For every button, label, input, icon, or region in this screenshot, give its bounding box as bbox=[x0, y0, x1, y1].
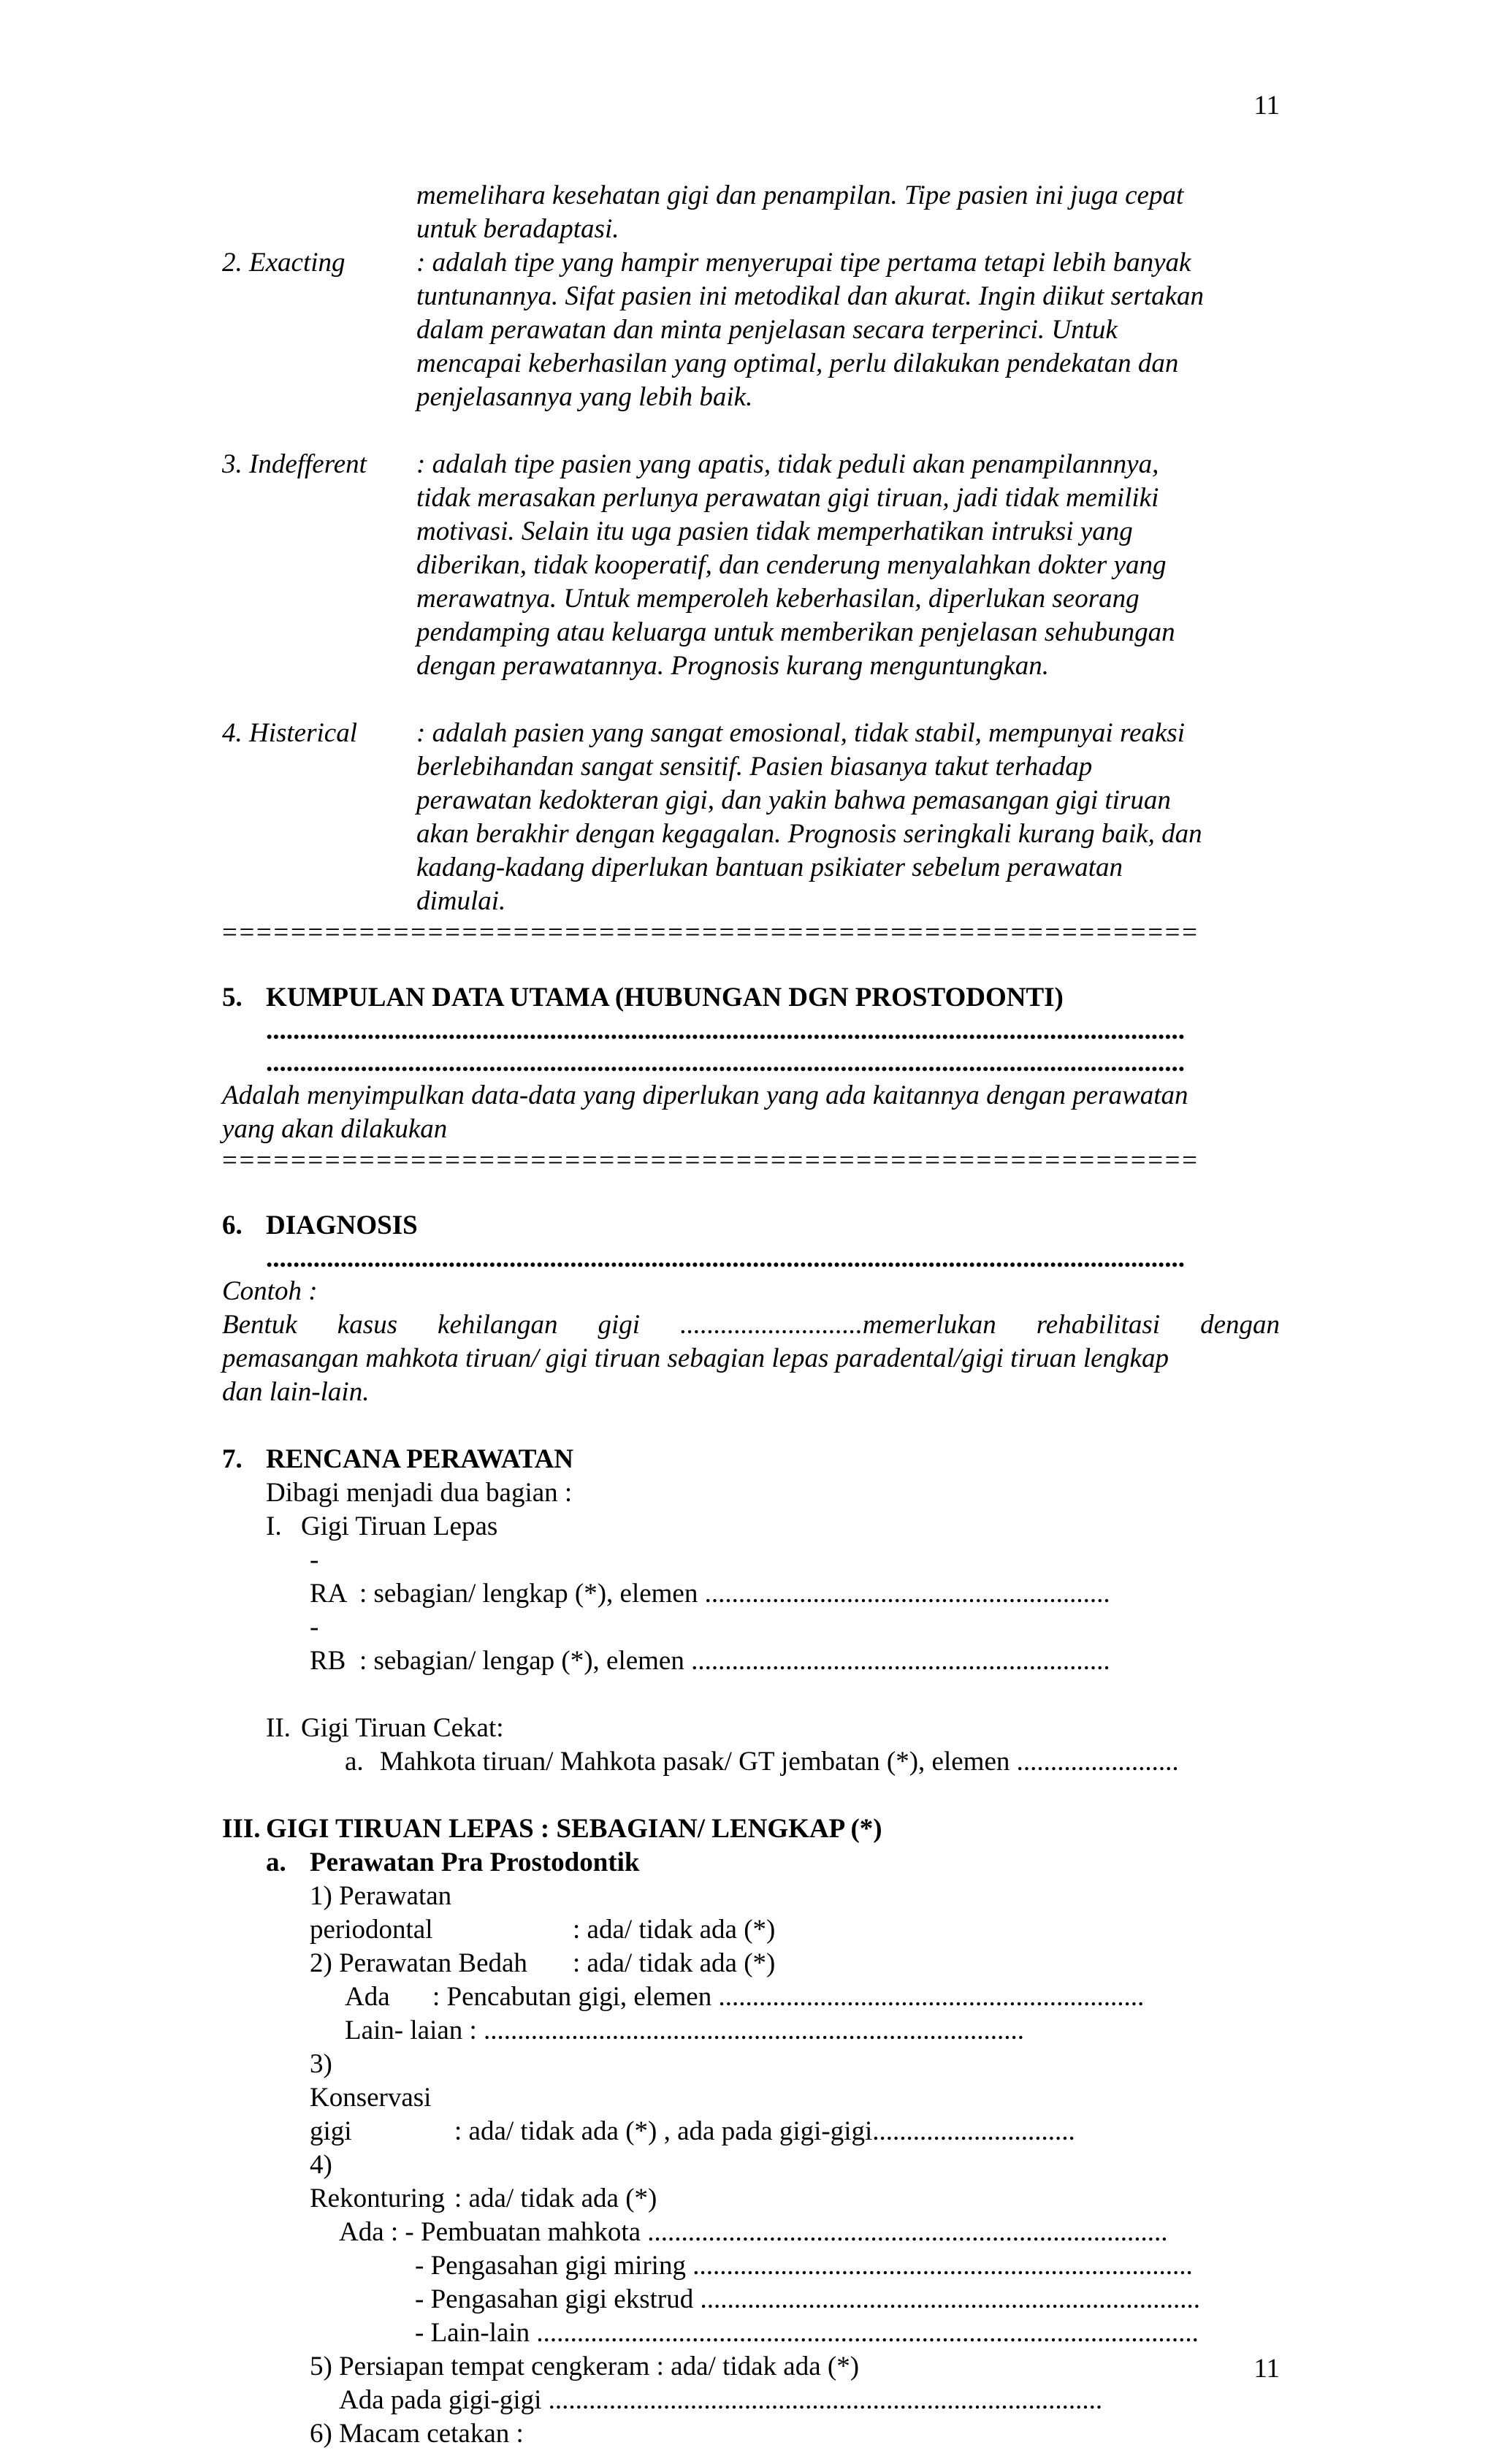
text-line: mencapai keberhasilan yang optimal, perlu dilakukan pendekatan dan bbox=[416, 348, 1179, 378]
dotted-fill-line: ........................................................................................................................................ bbox=[266, 1048, 1185, 1077]
text-line: dimulai. bbox=[416, 886, 506, 916]
section-5-heading bbox=[222, 981, 1280, 1015]
item-rekonturing: 4) Rekonturing : ada/ tidak ada (*) bbox=[310, 2150, 657, 2213]
text-line: tuntunannya. Sifat pasien ini metodikal dan akurat. Ingin diikut sertakan bbox=[416, 281, 1205, 311]
item-bedah: 2) Perawatan Bedah : ada/ tidak ada (*) bbox=[310, 1948, 776, 1978]
part-1-heading: I. Gigi Tiruan Lepas bbox=[266, 1511, 498, 1541]
section-title: KUMPULAN DATA UTAMA (HUBUNGAN DGN PROSTODONTI) bbox=[266, 983, 1064, 1012]
section-number: 7. bbox=[222, 1444, 243, 1474]
item-bedah-ada: Ada : Pencabutan gigi, elemen ............................................................... bbox=[345, 1982, 1145, 2012]
text-line: dalam perawatan dan minta penjelasan secara terperinci. Untuk bbox=[416, 315, 1118, 345]
item-cengkeram-sub: Ada pada gigi-gigi .................................................................................. bbox=[339, 2385, 1103, 2415]
text-line: untuk beradaptasi. bbox=[416, 214, 619, 244]
section-5-description: yang akan dilakukan bbox=[222, 1114, 448, 1144]
section-6-heading bbox=[222, 1209, 1280, 1243]
part-2-heading: II. Gigi Tiruan Cekat: bbox=[266, 1713, 504, 1743]
text-line: dengan perawatannya. Prognosis kurang menguntungkan. bbox=[416, 651, 1049, 681]
page-number-bottom: 11 bbox=[1253, 2354, 1280, 2384]
example-label: Contoh : bbox=[222, 1276, 318, 1306]
text-line: diberikan, tidak kooperatif, dan cenderung menyalahkan dokter yang bbox=[416, 550, 1167, 580]
item-cetakan: 6) Macam cetakan : bbox=[310, 2419, 524, 2449]
section-title: DIAGNOSIS bbox=[266, 1210, 418, 1240]
item-periodontal: 1) Perawatan periodontal : ada/ tidak ada (*) bbox=[310, 1881, 776, 1945]
item-konservasi: 3) Konservasi gigi : ada/ tidak ada (*) , ada pada gigi-gigi.............................. bbox=[310, 2049, 1075, 2146]
section-7-intro: Dibagi menjadi dua bagian : bbox=[266, 1478, 573, 1508]
example-text: pemasangan mahkota tiruan/ gigi tiruan sebagian lepas paradental/gigi tiruan lengkap bbox=[222, 1343, 1169, 1373]
type-label: 3. Indefferent bbox=[222, 449, 367, 479]
type-indefferent bbox=[222, 448, 1280, 683]
rekonturing-option: - Pengasahan gigi ekstrud .......................................................................... bbox=[415, 2284, 1200, 2314]
section-number: 6. bbox=[222, 1210, 243, 1240]
part-2-item-a: a. Mahkota tiruan/ Mahkota pasak/ GT jembatan (*), elemen ........................ bbox=[345, 1747, 1179, 1777]
rekonturing-option: - Lain-lain .................................................................................................. bbox=[415, 2318, 1199, 2348]
example-text: Bentuk kasus kehilangan gigi ...........................memerlukan rehabilitasi dengan bbox=[222, 1310, 1280, 1340]
text-line: perawatan kedokteran gigi, dan yakin bahwa pemasangan gigi tiruan bbox=[416, 785, 1171, 815]
section-iii-heading bbox=[222, 1812, 1280, 1846]
text-line: kadang-kadang diperlukan bantuan psikiater sebelum perawatan bbox=[416, 853, 1123, 882]
section-title: RENCANA PERAWATAN bbox=[266, 1444, 574, 1474]
ra-line: - RA : sebagian/ lengkap (*), elemen ............................................................ bbox=[310, 1545, 1110, 1609]
type-exacting bbox=[222, 246, 1280, 414]
type-label: 4. Histerical bbox=[222, 718, 357, 748]
type-label: 2. Exacting bbox=[222, 248, 346, 278]
section-7-heading bbox=[222, 1443, 1280, 1476]
section-number: 5. bbox=[222, 983, 243, 1012]
item-bedah-lain: Lain- laian : ................................................................................ bbox=[345, 2015, 1025, 2045]
type-histerical bbox=[222, 717, 1280, 918]
text-line: tidak merasakan perlunya perawatan gigi tiruan, jadi tidak memiliki bbox=[416, 483, 1159, 513]
text-line: motivasi. Selain itu uga pasien tidak memperhatikan intruksi yang bbox=[416, 516, 1133, 546]
separator-line: ========================================================= bbox=[222, 918, 1199, 947]
item-cengkeram: 5) Persiapan tempat cengkeram : ada/ tidak ada (*) bbox=[310, 2352, 860, 2381]
dotted-fill-line: ........................................................................................................................................ bbox=[266, 1015, 1185, 1045]
example-text: dan lain-lain. bbox=[222, 1377, 370, 1407]
text-line: berlebihandan sangat sensitif. Pasien biasanya takut terhadap bbox=[416, 752, 1093, 782]
rekonturing-option: - Pengasahan gigi miring .......................................................................... bbox=[415, 2251, 1193, 2281]
text-line: : adalah tipe yang hampir menyerupai tipe pertama tetapi lebih banyak bbox=[416, 248, 1191, 278]
section-number: III. bbox=[222, 1814, 261, 1844]
text-line: akan berakhir dengan kegagalan. Prognosis seringkali kurang baik, dan bbox=[416, 819, 1202, 849]
dotted-fill-line: ........................................................................................................................................ bbox=[266, 1243, 1185, 1273]
text-line: : adalah pasien yang sangat emosional, tidak stabil, mempunyai reaksi bbox=[416, 718, 1185, 748]
separator-line: ========================================================= bbox=[222, 1146, 1199, 1175]
text-line: pendamping atau keluarga untuk memberikan penjelasan sehubungan bbox=[416, 617, 1175, 647]
intro-paragraph bbox=[222, 179, 1280, 246]
rekonturing-option: Ada : - Pembuatan mahkota ............................................................................. bbox=[339, 2217, 1168, 2247]
rb-line: - RB : sebagian/ lengap (*), elemen .............................................................. bbox=[310, 1612, 1110, 1676]
section-5-description: Adalah menyimpulkan data-data yang diperlukan yang ada kaitannya dengan perawatan bbox=[222, 1080, 1188, 1110]
text-line: memelihara kesehatan gigi dan penampilan. Tipe pasien ini juga cepat bbox=[416, 180, 1184, 210]
text-line: penjelasannya yang lebih baik. bbox=[416, 382, 753, 412]
text-line: merawatnya. Untuk memperoleh keberhasilan, diperlukan seorang bbox=[416, 584, 1140, 614]
section-title: GIGI TIRUAN LEPAS : SEBAGIAN/ LENGKAP (*) bbox=[266, 1814, 882, 1844]
subsection-a-heading: a. Perawatan Pra Prostodontik bbox=[266, 1847, 640, 1877]
text-line: : adalah tipe pasien yang apatis, tidak peduli akan penampilannnya, bbox=[416, 449, 1159, 479]
document-content bbox=[222, 179, 1280, 2451]
page-number-top: 11 bbox=[1253, 91, 1280, 121]
